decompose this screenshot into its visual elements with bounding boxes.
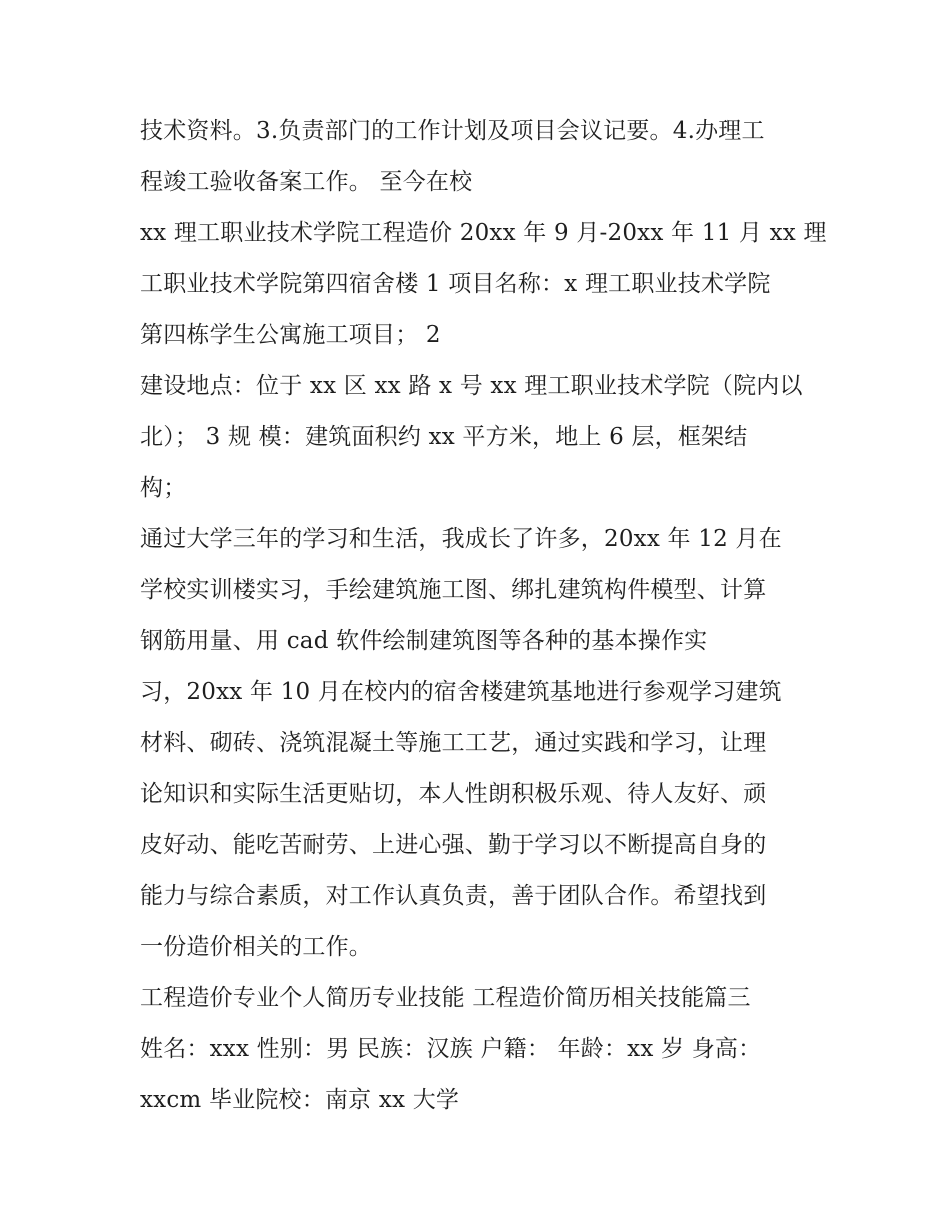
text-line: 北）； 3 规 模：建筑面积约 xx 平方米，地上 6 层，框架结 [140, 424, 748, 450]
text-line: 建设地点：位于 xx 区 xx 路 x 号 xx 理工职业技术学院（院内以 [140, 373, 803, 399]
resume-text-body [140, 106, 830, 1126]
personal-info-line: 姓名：xxx 性别：男 民族：汉族 户籍： 年龄：xx 岁 身高： [140, 1036, 762, 1062]
text-line: 技术资料。3.负责部门的工作计划及项目会议记要。4.办理工 [140, 118, 765, 144]
section-heading: 工程造价专业个人简历专业技能 工程造价简历相关技能篇三 [140, 985, 751, 1011]
text-line: 学校实训楼实习，手绘建筑施工图、绑扎建筑构件模型、计算 [140, 577, 767, 603]
text-line: 皮好动、能吃苦耐劳、上进心强、勤于学习以不断提高自身的 [140, 832, 767, 858]
text-line: 材料、砌砖、浇筑混凝土等施工工艺，通过实践和学习，让理 [140, 730, 767, 756]
text-line: 习，20xx 年 10 月在校内的宿舍楼建筑基地进行参观学习建筑 [140, 679, 782, 705]
text-line: 程竣工验收备案工作。 至今在校 [140, 169, 473, 195]
text-line: xx 理工职业技术学院工程造价 20xx 年 9 月-20xx 年 11 月 xx 理 [140, 220, 827, 246]
text-line: 钢筋用量、用 cad 软件绘制建筑图等各种的基本操作实 [140, 628, 708, 654]
text-line: 论知识和实际生活更贴切，本人性朗积极乐观、待人友好、顽 [140, 781, 767, 807]
text-line: 工职业技术学院第四宿舍楼 1 项目名称：x 理工职业技术学院 [140, 271, 771, 297]
text-line: 第四栋学生公寓施工项目； 2 [140, 322, 441, 348]
text-line: 能力与综合素质，对工作认真负责，善于团队合作。希望找到 [140, 883, 767, 909]
personal-info-line: xxcm 毕业院校：南京 xx 大学 [140, 1087, 460, 1113]
text-line: 通过大学三年的学习和生活，我成长了许多，20xx 年 12 月在 [140, 526, 782, 552]
text-line: 一份造价相关的工作。 [140, 934, 372, 960]
text-line: 构； [140, 475, 187, 501]
